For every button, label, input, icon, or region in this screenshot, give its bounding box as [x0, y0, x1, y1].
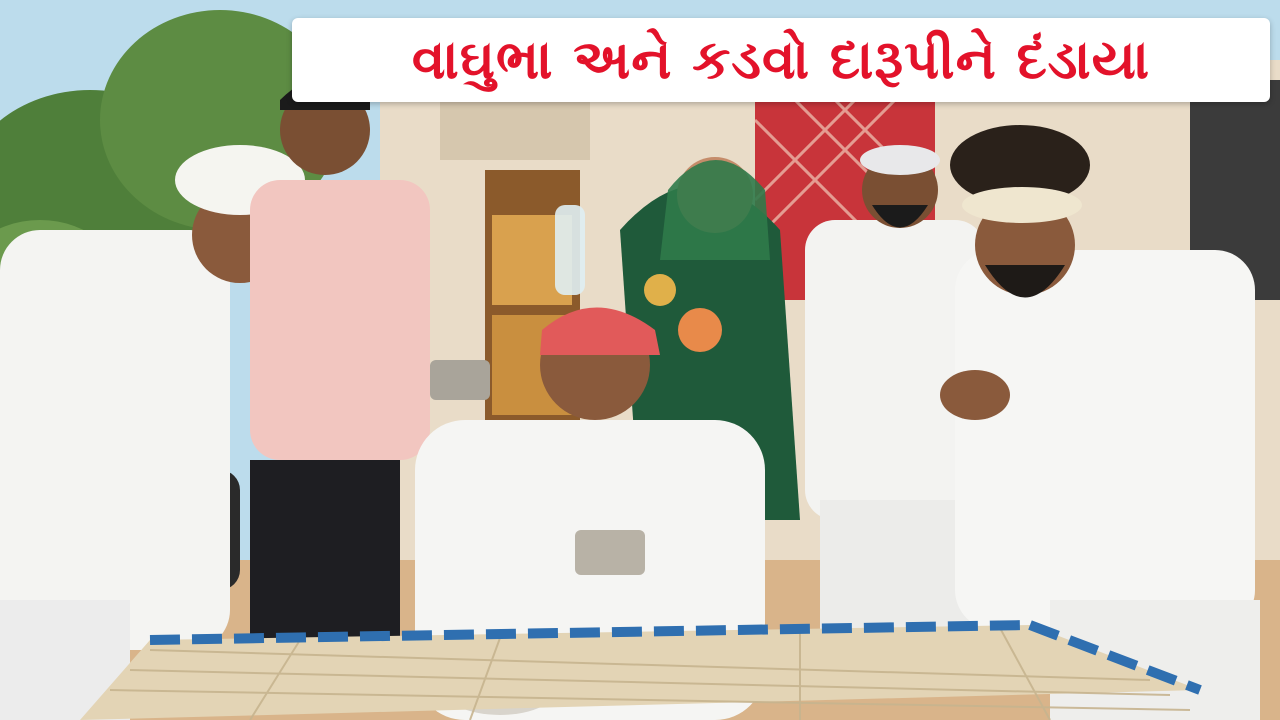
title-banner: [292, 18, 1270, 102]
video-title: વાઘુભા અને કડવો દારૂપીને દંડાયા: [411, 28, 1151, 91]
